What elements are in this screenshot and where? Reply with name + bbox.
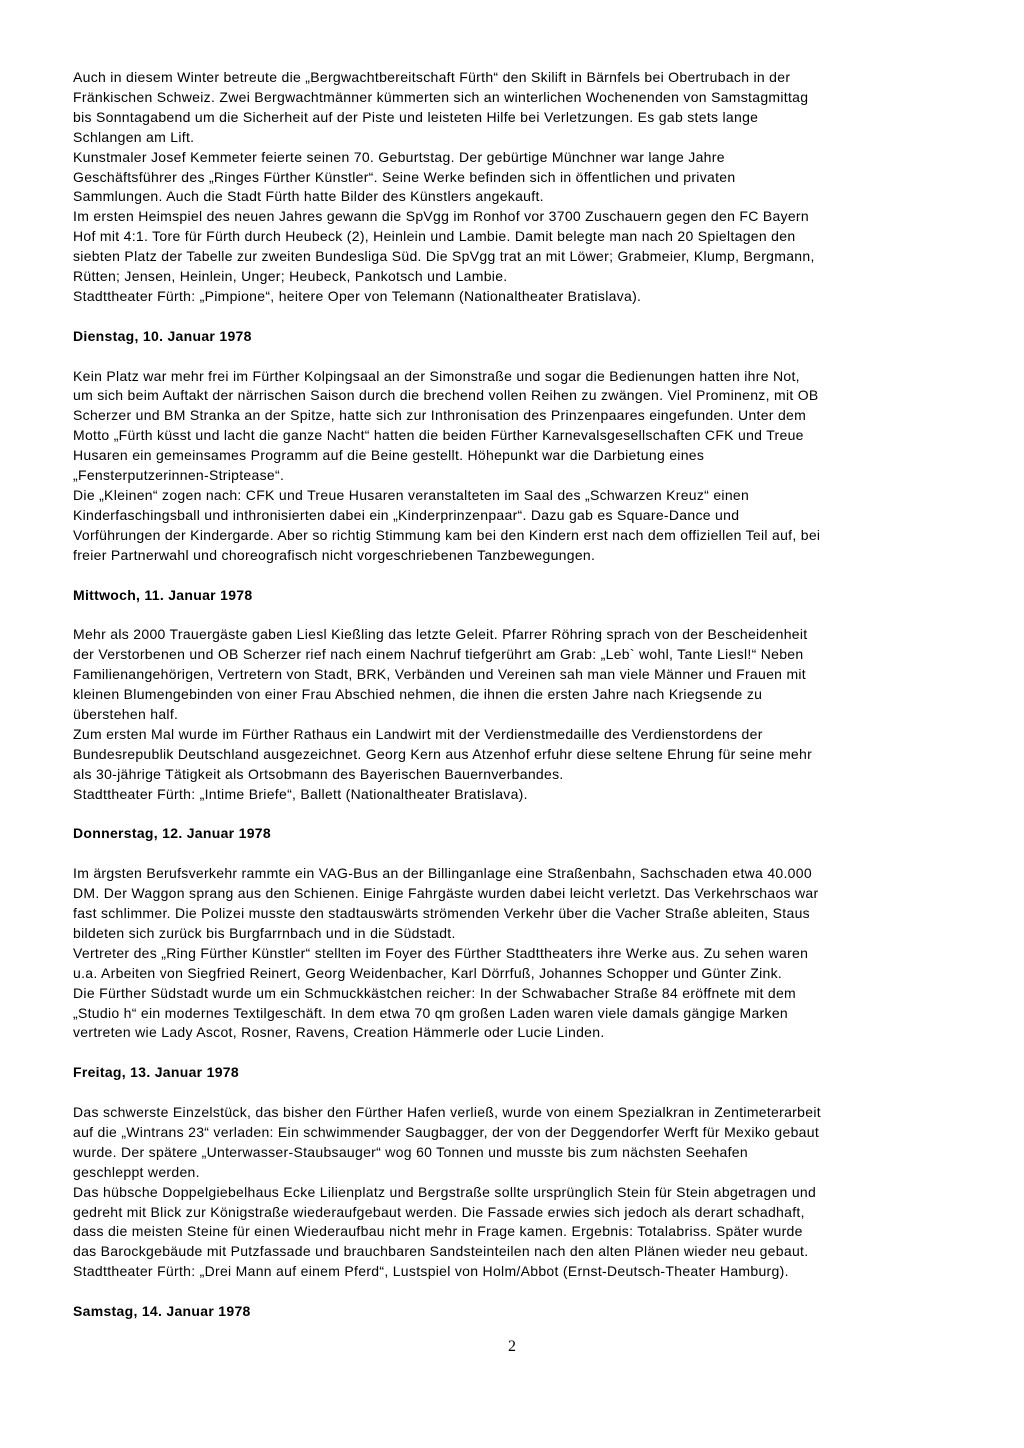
- text-line: Kinderfaschingsball und inthronisierten dabei ein „Kinderprinzenpaar“. Dazu gab es Square-Dance und: [73, 506, 740, 523]
- text-line: Bundesrepublik Deutschland ausgezeichnet. Georg Kern aus Atzenhof erfuhr diese seltene Ehrung für seine mehr: [73, 745, 813, 762]
- text-line: Auch in diesem Winter betreute die „Bergwachtbereitschaft Fürth“ den Skilift in Bärnfels bei Obertrubach in der: [73, 69, 791, 85]
- document-body: [73, 68, 973, 1342]
- text-line: fast schlimmer. Die Polizei musste den stadtauswärts strömenden Verkehr über die Vacher Straße ableiten, Staus: [73, 904, 810, 921]
- text-line: DM. Der Waggon sprang aus den Schienen. Einige Fahrgäste wurden dabei leicht verletzt. Das Verkehrschaos war: [73, 885, 819, 902]
- text-line: auf die „Wintrans 23“ verladen: Ein schwimmender Saugbagger, der von der Deggendorfer Werft für Mexiko gebaut: [73, 1123, 820, 1140]
- day-heading: Freitag, 13. Januar 1978: [73, 1064, 239, 1081]
- text-line: kleinen Blumengebinden von einer Frau Abschied nehmen, die ihnen die ersten Jahre nach Kriegsende zu: [73, 686, 763, 703]
- day-heading: Donnerstag, 12. Januar 1978: [73, 825, 271, 842]
- text-line: Vertreter des „Ring Fürther Künstler“ stellten im Foyer des Fürther Stadttheaters ihre Werke aus. Zu sehen waren: [73, 944, 809, 961]
- text-line: „Fensterputzerinnen-Striptease“.: [73, 467, 285, 484]
- text-line: der Verstorbenen und OB Scherzer rief nach einem Nachruf tiefgerührt am Grab: „Leb` wohl, Tante Liesl!“ Neben: [73, 646, 804, 663]
- text-line: gedreht mit Blick zur Königstraße wiederaufgebaut werden. Die Fassade erwies sich jedoch als derart schadhaft,: [73, 1203, 805, 1220]
- day-heading: Mittwoch, 11. Januar 1978: [73, 586, 253, 603]
- text-line: das Barockgebäude mit Putzfassade und brauchbaren Sandsteinteilen nach den alten Plänen wieder neu gebaut.: [73, 1243, 809, 1260]
- text-line: vertreten wie Lady Ascot, Rosner, Ravens, Creation Hämmerle oder Lucie Linden.: [73, 1024, 605, 1041]
- text-line: freier Partnerwahl und choreografisch nicht vorgeschriebenen Tanzbewegungen.: [73, 546, 596, 563]
- page-footer: [0, 1337, 1024, 1357]
- text-line: Motto „Fürth küsst und lacht die ganze Nacht“ hatten die beiden Fürther Karnevalsgesellschaften CFK und Treue: [73, 427, 804, 444]
- text-line: Das schwerste Einzelstück, das bisher den Fürther Hafen verließ, wurde von einem Spezialkran in Zentimeterarbeit: [73, 1104, 821, 1120]
- text-line: Schlangen am Lift.: [73, 128, 195, 145]
- text-line: Die Fürther Südstadt wurde um ein Schmuckkästchen reicher: In der Schwabacher Straße 84 eröffnete mit dem: [73, 984, 797, 1001]
- text-line: „Studio h“ ein modernes Textilgeschäft. In dem etwa 70 qm großen Laden waren viele damals gängige Marken: [73, 1004, 788, 1021]
- day-heading: Samstag, 14. Januar 1978: [73, 1303, 251, 1320]
- text-line: Zum ersten Mal wurde im Fürther Rathaus ein Landwirt mit der Verdienstmedaille des Verdienstordens der: [73, 725, 763, 742]
- text-line: Mehr als 2000 Trauergäste gaben Liesl Kießling das letzte Geleit. Pfarrer Röhring sprach von der Bescheidenheit: [73, 626, 808, 643]
- text-line: dass die meisten Steine für einen Wiederaufbau nicht mehr in Frage kamen. Ergebnis: Totalabriss. Später wurde: [73, 1223, 803, 1240]
- text-line: bis Sonntagabend um die Sicherheit auf der Piste und leisteten Hilfe bei Verletzungen. Es gab stets lange: [73, 108, 759, 125]
- page-number: 2: [508, 1338, 516, 1355]
- text-line: u.a. Arbeiten von Siegfried Reinert, Georg Weidenbacher, Karl Dörrfuß, Johannes Schopper und Günter Zink.: [73, 964, 783, 981]
- text-line: Familienangehörigen, Vertretern von Stadt, BRK, Verbänden und Vereinen sah man viele Männer und Frauen mit: [73, 666, 807, 683]
- text-line: Vorführungen der Kindergarde. Aber so richtig Stimmung kam bei den Kindern erst nach dem offiziellen Teil auf, bei: [73, 526, 821, 543]
- text-line: um sich beim Auftakt der närrischen Saison durch die brechend vollen Reihen zu zwängen. Viel Prominenz, mit OB: [73, 387, 819, 404]
- text-line: Hof mit 4:1. Tore für Fürth durch Heubeck (2), Heinlein und Lambie. Damit belegte man nach 20 Spieltagen den: [73, 228, 796, 245]
- text-line: Das hübsche Doppelgiebelhaus Ecke Lilienplatz und Bergstraße sollte ursprünglich Stein für Stein abgetragen und: [73, 1183, 817, 1200]
- text-line: Geschäftsführer des „Ringes Fürther Künstler“. Seine Werke befinden sich in öffentlichen und privaten: [73, 168, 736, 185]
- text-line: Rütten; Jensen, Heinlein, Unger; Heubeck, Pankotsch und Lambie.: [73, 268, 508, 285]
- text-line: Fränkischen Schweiz. Zwei Bergwachtmänner kümmerten sich an winterlichen Wochenenden von Samstagmittag: [73, 88, 809, 105]
- text-line: Kunstmaler Josef Kemmeter feierte seinen 70. Geburtstag. Der gebürtige Münchner war lange Jahre: [73, 148, 725, 165]
- text-line: Stadttheater Fürth: „Pimpione“, heitere Oper von Telemann (Nationaltheater Bratislava).: [73, 287, 642, 304]
- text-line: Im ersten Heimspiel des neuen Jahres gewann die SpVgg im Ronhof vor 3700 Zuschauern gegen den FC Bayern: [73, 208, 809, 225]
- text-line: Husaren ein gemeinsames Programm auf die Beine gestellt. Höhepunkt war die Darbietung eines: [73, 447, 705, 464]
- text-line: wurde. Der spätere „Unterwasser-Staubsauger“ wog 60 Tonnen und musste bis zum nächsten Seehafen: [73, 1143, 748, 1160]
- day-heading: Dienstag, 10. Januar 1978: [73, 327, 252, 344]
- text-line: Im ärgsten Berufsverkehr rammte ein VAG-Bus an der Billinganlage eine Straßenbahn, Sachschaden etwa 40.000: [73, 865, 812, 882]
- text-line: Scherzer und BM Stranka an der Spitze, hatte sich zur Inthronisation des Prinzenpaares eingefunden. Unter dem: [73, 407, 807, 424]
- text-line: Stadttheater Fürth: „Drei Mann auf einem Pferd“, Lustspiel von Holm/Abbot (Ernst-Deutsch-Theater Hamburg).: [73, 1263, 789, 1280]
- text-line: geschleppt werden.: [73, 1163, 200, 1180]
- text-line: als 30-jährige Tätigkeit als Ortsobmann des Bayerischen Bauernverbandes.: [73, 765, 564, 782]
- text-line: Sammlungen. Auch die Stadt Fürth hatte Bilder des Künstlers angekauft.: [73, 188, 544, 205]
- text-line: Kein Platz war mehr frei im Fürther Kolpingsaal an der Simonstraße und sogar die Bedienungen hatten ihre Not,: [73, 367, 800, 384]
- text-line: siebten Platz der Tabelle zur zweiten Bundesliga Süd. Die SpVgg trat an mit Löwer; Grabmeier, Klump, Bergmann,: [73, 248, 815, 265]
- text-line: bildeten sich zurück bis Burgfarrnbach und in die Südstadt.: [73, 924, 456, 941]
- text-line: Die „Kleinen“ zogen nach: CFK und Treue Husaren veranstalteten im Saal des „Schwarzen Kreuz“ einen: [73, 487, 750, 503]
- text-line: überstehen half.: [73, 705, 179, 722]
- text-line: Stadttheater Fürth: „Intime Briefe“, Ballett (Nationaltheater Bratislava).: [73, 785, 528, 802]
